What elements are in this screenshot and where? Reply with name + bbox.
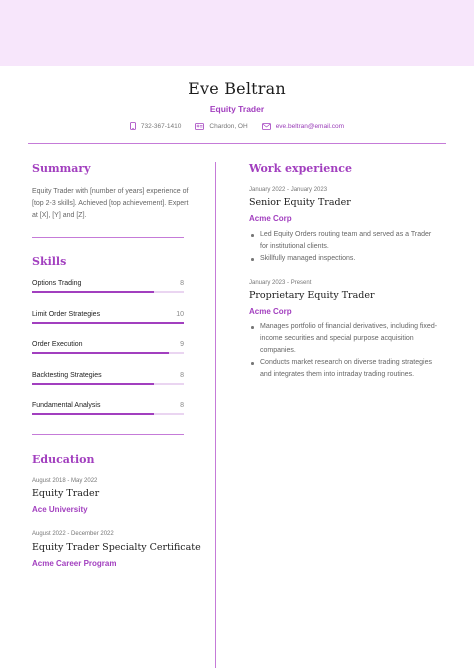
skill-item bbox=[32, 372, 184, 394]
skill-bar-fill bbox=[32, 322, 184, 324]
skill-label: Order Execution bbox=[32, 341, 83, 348]
work-title: Proprietary Equity Trader bbox=[249, 290, 375, 301]
mail-icon bbox=[262, 123, 271, 130]
skills-divider bbox=[32, 434, 184, 435]
skill-label: Options Trading bbox=[32, 280, 82, 287]
work-bullets bbox=[249, 229, 439, 265]
skill-bar-fill bbox=[32, 413, 154, 415]
skill-bar bbox=[32, 322, 184, 324]
education-title: Equity Trader bbox=[32, 488, 100, 499]
location-text: Chardon, OH bbox=[209, 122, 248, 130]
contact-row bbox=[0, 122, 474, 130]
work-heading: Work experience bbox=[249, 162, 352, 175]
skill-bar-fill bbox=[32, 383, 154, 385]
work-title: Senior Equity Trader bbox=[249, 197, 351, 208]
contact-email[interactable] bbox=[262, 122, 344, 130]
education-dates: August 2018 - May 2022 bbox=[32, 478, 98, 484]
header-band bbox=[0, 0, 474, 66]
work-dates: January 2023 - Present bbox=[249, 280, 312, 286]
skill-label: Limit Order Strategies bbox=[32, 311, 101, 318]
contact-phone bbox=[130, 122, 181, 130]
candidate-role: Equity Trader bbox=[209, 104, 265, 114]
email-link[interactable]: eve.beltran@email.com bbox=[275, 122, 345, 130]
skill-bar bbox=[32, 383, 184, 385]
education-title: Equity Trader Specialty Certificate bbox=[32, 542, 201, 553]
work-company: Acme Corp bbox=[249, 214, 292, 223]
education-school: Ace University bbox=[32, 505, 88, 514]
education-heading: Education bbox=[32, 453, 95, 466]
list-item: Manages portfolio of financial derivatives, including fixed-income securities and special purpose acquisition companies. bbox=[249, 321, 439, 357]
skill-level: 9 bbox=[180, 341, 184, 348]
work-bullets bbox=[249, 321, 439, 381]
education-school: Acme Career Program bbox=[32, 559, 117, 568]
skill-level: 10 bbox=[176, 311, 184, 318]
header-divider bbox=[28, 143, 446, 144]
skill-level: 8 bbox=[180, 280, 184, 287]
skill-item bbox=[32, 311, 184, 333]
skill-bar bbox=[32, 413, 184, 415]
list-item: Skillfully managed inspections. bbox=[249, 253, 439, 265]
skill-item bbox=[32, 402, 184, 424]
skill-bar bbox=[32, 352, 184, 354]
skill-level: 8 bbox=[180, 402, 184, 409]
skill-bar bbox=[32, 291, 184, 293]
contact-location bbox=[195, 122, 247, 130]
candidate-name: Eve Beltran bbox=[188, 79, 286, 98]
list-item: Conducts market research on diverse trading strategies and integrates them into intraday trading routines. bbox=[249, 357, 439, 381]
summary-text: Equity Trader with [number of years] experience of [top 2-3 skills]. Achieved [top achievement]. Expert at [X], [Y] and [Z]. bbox=[32, 188, 189, 219]
location-icon bbox=[195, 123, 204, 130]
phone-text: 732-367-1410 bbox=[140, 122, 182, 130]
work-company: Acme Corp bbox=[249, 307, 292, 316]
education-dates: August 2022 - December 2022 bbox=[32, 531, 114, 537]
work-dates: January 2022 - January 2023 bbox=[249, 187, 328, 193]
summary-divider bbox=[32, 237, 184, 238]
column-divider bbox=[215, 162, 216, 668]
skill-bar-fill bbox=[32, 291, 154, 293]
summary-heading: Summary bbox=[32, 162, 91, 175]
skill-level: 8 bbox=[180, 372, 184, 379]
skill-label: Fundamental Analysis bbox=[32, 402, 101, 409]
skill-item bbox=[32, 280, 184, 302]
skill-bar-fill bbox=[32, 352, 169, 354]
list-item: Led Equity Orders routing team and served as a Trader for institutional clients. bbox=[249, 229, 439, 253]
phone-icon bbox=[130, 122, 136, 130]
skill-label: Backtesting Strategies bbox=[32, 372, 102, 379]
skill-item bbox=[32, 341, 184, 363]
skills-heading: Skills bbox=[32, 255, 67, 268]
